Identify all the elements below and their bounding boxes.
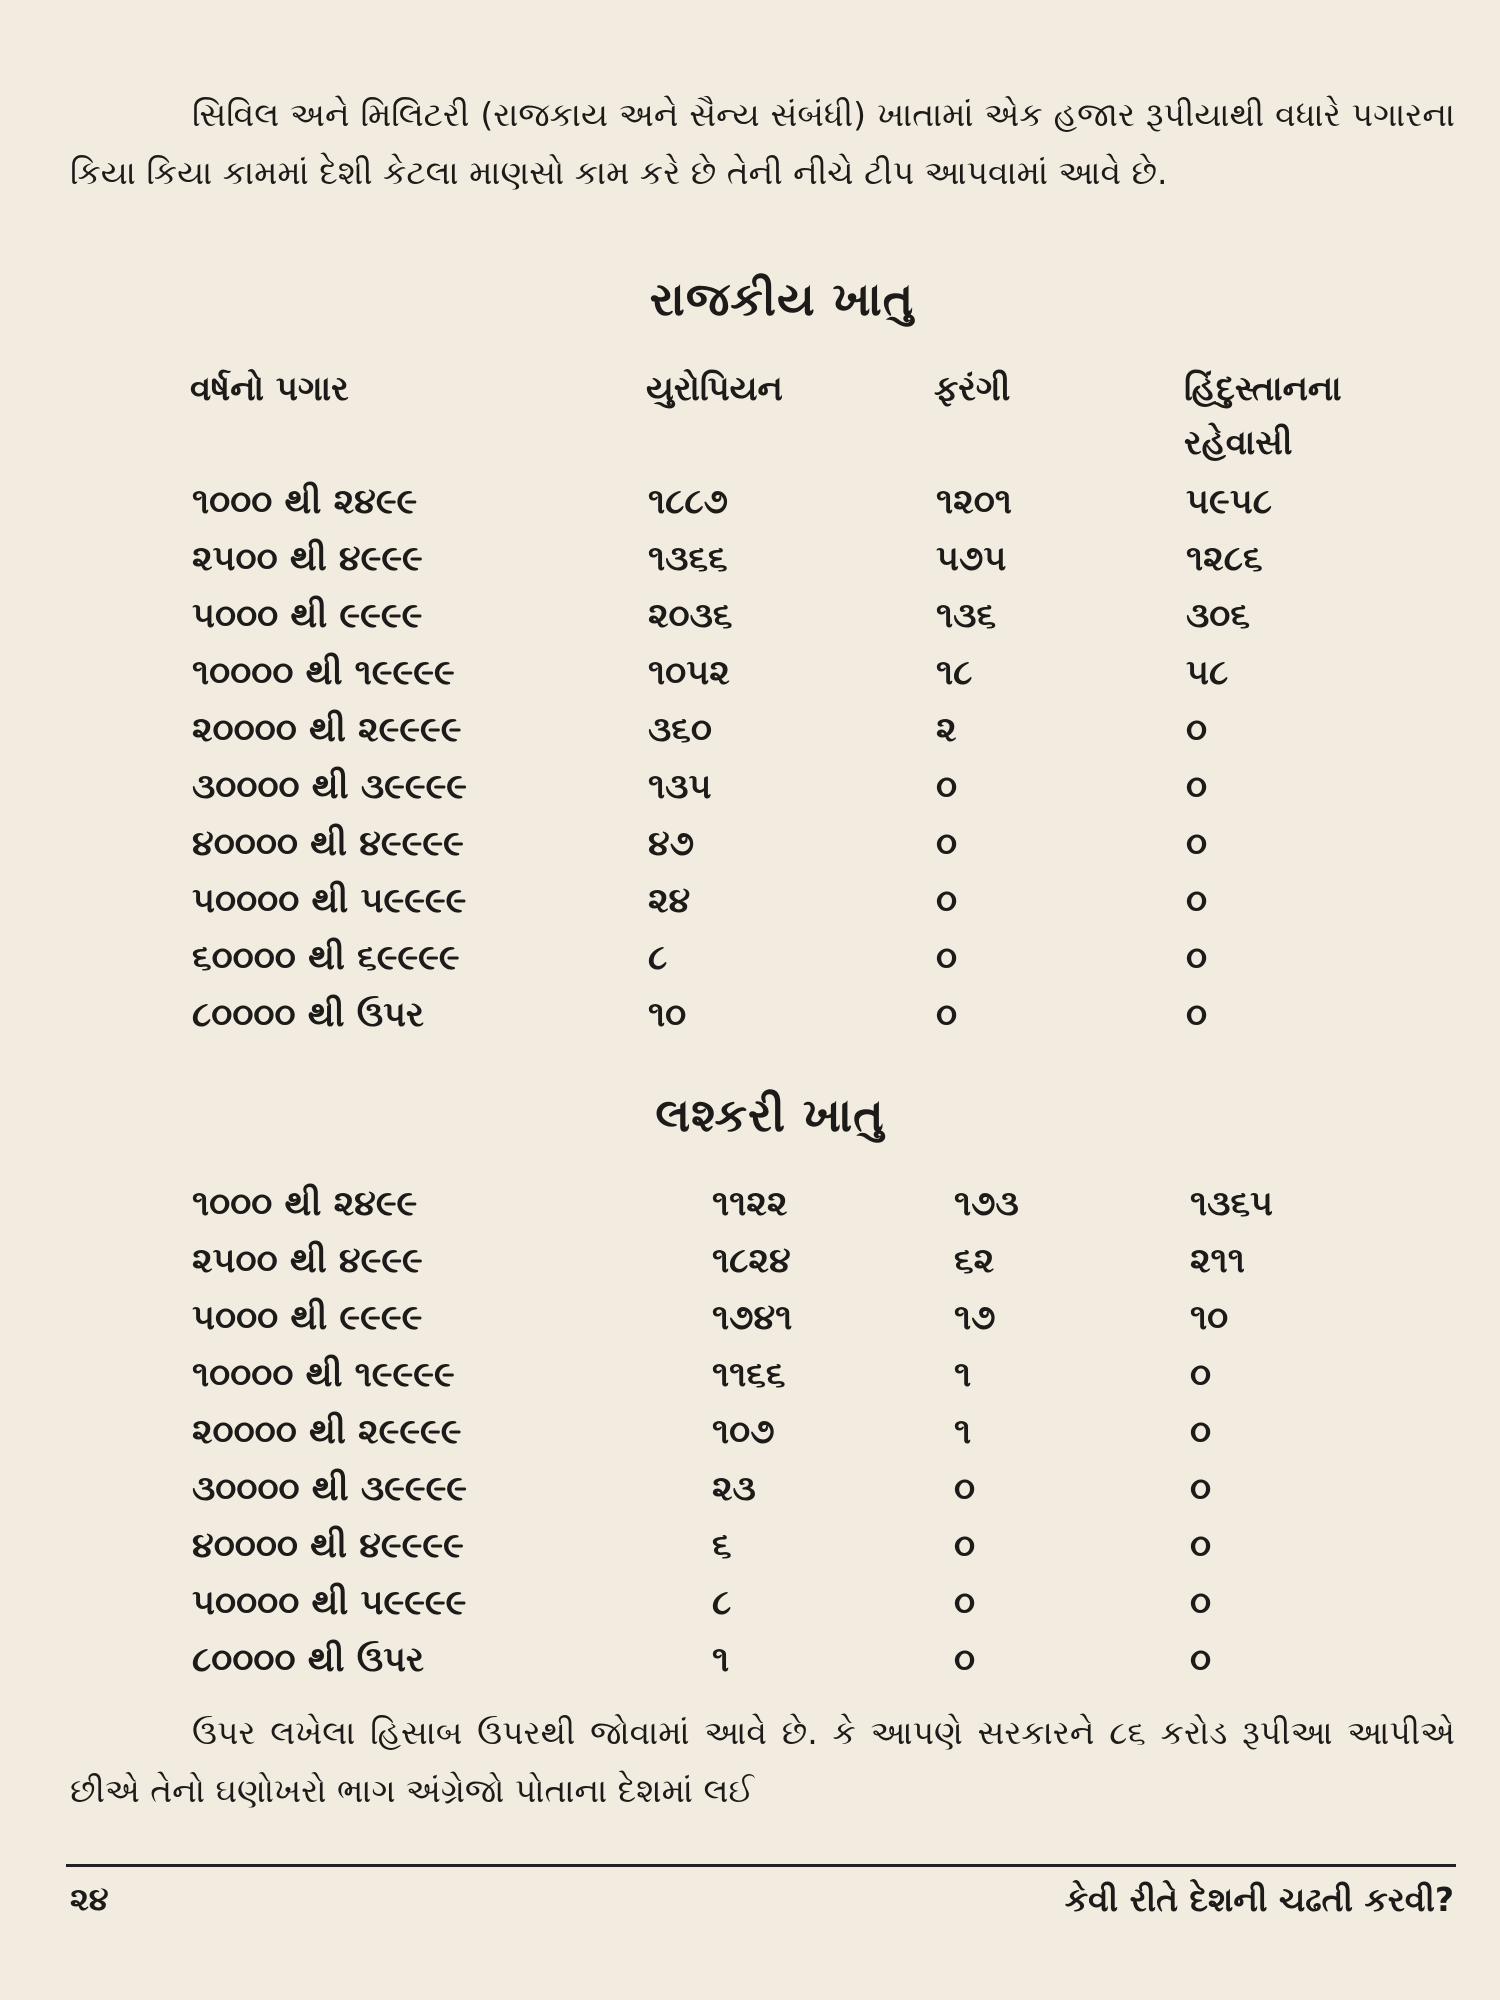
column-header-indian-resident: હિંદુસ્તાનના રહેવાસી [1184, 369, 1342, 463]
table-row [0, 1518, 1500, 1575]
anglo-indian-count-cell: ૦ [954, 1583, 976, 1623]
anglo-indian-count-cell: ૧ [954, 1412, 972, 1452]
anglo-indian-count-cell: ૧૭૩ [954, 1184, 1019, 1224]
column-header-anglo-indian: ફરંગી [934, 369, 1011, 409]
indian-resident-count-cell: ૦ [1186, 995, 1208, 1035]
anglo-indian-count-cell: ૧૨૦૧ [936, 482, 1012, 522]
indian-resident-count-cell: ૦ [1190, 1526, 1212, 1566]
indian-resident-count-cell: ૦ [1190, 1355, 1212, 1395]
footer-divider [66, 1864, 1456, 1867]
table-row [0, 1461, 1500, 1518]
anglo-indian-count-cell: ૧૮ [936, 653, 973, 693]
european-count-cell: ૩૬૦ [648, 710, 712, 750]
anglo-indian-count-cell: ૫૭૫ [936, 539, 1007, 579]
european-count-cell: ૧૧૨૨ [712, 1184, 788, 1224]
table-row [0, 930, 1500, 987]
indian-resident-count-cell: ૦ [1190, 1640, 1212, 1680]
table-row [0, 1347, 1500, 1404]
table-row [0, 1404, 1500, 1461]
european-count-cell: ૧૩૬૬ [648, 539, 728, 579]
civil-section-title: રાજકીય ખાતુ [649, 272, 915, 326]
table-row [0, 702, 1500, 759]
indian-resident-count-cell: ૦ [1190, 1412, 1212, 1452]
anglo-indian-count-cell: ૦ [936, 824, 958, 864]
european-count-cell: ૨૦૩૬ [648, 596, 733, 636]
indian-resident-count-cell: ૦ [1190, 1469, 1212, 1509]
indian-resident-count-cell: ૦ [1186, 767, 1208, 807]
salary-range-cell: ૨૦૦૦૦ થી ૨૯૯૯૯ [192, 1412, 462, 1452]
salary-range-cell: ૫૦૦૦ થી ૯૯૯૯ [192, 1298, 423, 1338]
european-count-cell: ૬ [712, 1526, 732, 1566]
european-count-cell: ૨૪ [648, 881, 691, 921]
indian-resident-count-cell: ૦ [1186, 824, 1208, 864]
salary-range-cell: ૮૦૦૦૦ થી ઉપર [192, 995, 425, 1035]
closing-paragraph: ઉપર લખેલા હિસાબ ઉપરથી જોવામાં આવે છે. કે આપણે સરકારને ૮૬ કરોડ રૂપીઆ આપીએ છીએ તેનો ઘણોખરો ભાગ અંગ્રેજો પોતાના દેશમાં લઈ [70, 1713, 1455, 1810]
salary-range-cell: ૬૦૦૦૦ થી ૬૯૯૯૯ [192, 938, 460, 978]
european-count-cell: ૧૭૪૧ [712, 1298, 793, 1338]
anglo-indian-count-cell: ૦ [936, 767, 958, 807]
european-count-cell: ૪૭ [648, 824, 695, 864]
salary-range-cell: ૧૦૦૦ થી ૨૪૯૯ [192, 482, 418, 522]
indian-resident-count-cell: ૦ [1186, 881, 1208, 921]
indian-resident-count-cell: ૦ [1186, 710, 1208, 750]
european-count-cell: ૧૩૫ [648, 767, 712, 807]
anglo-indian-count-cell: ૦ [954, 1640, 976, 1680]
anglo-indian-count-cell: ૧૩૬ [936, 596, 997, 636]
salary-range-cell: ૨૫૦૦ થી ૪૯૯૯ [192, 539, 423, 579]
european-count-cell: ૧૦૫૨ [648, 653, 730, 693]
indian-resident-count-cell: ૫૮ [1186, 653, 1229, 693]
table-row [0, 873, 1500, 930]
table-row [0, 1176, 1500, 1233]
european-count-cell: ૮ [648, 938, 668, 978]
indian-resident-count-cell: ૧૩૬૫ [1190, 1184, 1274, 1224]
anglo-indian-count-cell: ૦ [936, 881, 958, 921]
intro-paragraph: સિવિલ અને મિલિટરી (રાજકાય અને સૈન્ય સંબંધી) ખાતામાં એક હજાર રૂપીયાથી વધારે પગારના કિયા કિયા કામમાં દેશી કેટલા માણસો કામ કરે છે તેની નીચે ટીપ આપવામાં આવે છે. [70, 95, 1455, 192]
salary-range-cell: ૧૦૦૦૦ થી ૧૯૯૯૯ [192, 1355, 455, 1395]
salary-range-cell: ૧૦૦૦૦ થી ૧૯૯૯૯ [192, 653, 455, 693]
anglo-indian-count-cell: ૦ [954, 1469, 976, 1509]
european-count-cell: ૧૧૬૬ [712, 1355, 786, 1395]
european-count-cell: ૧ [712, 1640, 730, 1680]
table-row [0, 1233, 1500, 1290]
european-count-cell: ૧૮૨૪ [712, 1241, 791, 1281]
indian-resident-count-cell: ૫૯૫૮ [1186, 482, 1272, 522]
page-number: ૨૪ [70, 1880, 109, 1918]
table-row [0, 816, 1500, 873]
table-row [0, 588, 1500, 645]
table-row [0, 1575, 1500, 1632]
table-row [0, 474, 1500, 531]
salary-range-cell: ૪૦૦૦૦ થી ૪૯૯૯૯ [192, 1526, 464, 1566]
european-count-cell: ૧૦૭ [712, 1412, 775, 1452]
anglo-indian-count-cell: ૦ [954, 1526, 976, 1566]
salary-range-cell: ૮૦૦૦૦ થી ઉપર [192, 1640, 425, 1680]
anglo-indian-count-cell: ૧૭ [954, 1298, 996, 1338]
table-row [0, 645, 1500, 702]
table-row [0, 987, 1500, 1044]
salary-range-cell: ૩૦૦૦૦ થી ૩૯૯૯૯ [192, 767, 468, 807]
indian-resident-count-cell: ૦ [1190, 1583, 1212, 1623]
salary-range-cell: ૨૫૦૦ થી ૪૯૯૯ [192, 1241, 423, 1281]
military-section-title: લશ્કરી ખાતુ [655, 1088, 885, 1142]
salary-range-cell: ૫૦૦૦૦ થી ૫૯૯૯૯ [192, 881, 467, 921]
indian-resident-count-cell: ૧૨૮૬ [1186, 539, 1263, 579]
indian-resident-count-cell: ૨૧૧ [1190, 1241, 1245, 1281]
anglo-indian-count-cell: ૧ [954, 1355, 972, 1395]
salary-range-cell: ૨૦૦૦૦ થી ૨૯૯૯૯ [192, 710, 462, 750]
european-count-cell: ૮ [712, 1583, 732, 1623]
salary-range-cell: ૫૦૦૦૦ થી ૫૯૯૯૯ [192, 1583, 467, 1623]
running-title: કેવી રીતે દેશની ચઢતી કરવી? [1064, 1880, 1454, 1919]
indian-resident-count-cell: ૩૦૬ [1186, 596, 1250, 636]
indian-resident-count-cell: ૧૦ [1190, 1298, 1229, 1338]
anglo-indian-count-cell: ૨ [936, 710, 957, 750]
military-salary-table [0, 1176, 1500, 1689]
civil-salary-table [0, 474, 1500, 1044]
indian-resident-count-cell: ૦ [1186, 938, 1208, 978]
anglo-indian-count-cell: ૦ [936, 938, 958, 978]
column-header-european: યુરોપિયન [646, 369, 783, 409]
salary-range-cell: ૪૦૦૦૦ થી ૪૯૯૯૯ [192, 824, 464, 864]
table-row [0, 1290, 1500, 1347]
european-count-cell: ૧૮૮૭ [648, 482, 728, 522]
salary-range-cell: ૩૦૦૦૦ થી ૩૯૯૯૯ [192, 1469, 468, 1509]
column-header-annual-salary: વર્ષનો પગાર [190, 369, 349, 409]
anglo-indian-count-cell: ૬૨ [954, 1241, 995, 1281]
salary-range-cell: ૧૦૦૦ થી ૨૪૯૯ [192, 1184, 418, 1224]
european-count-cell: ૧૦ [648, 995, 687, 1035]
salary-range-cell: ૫૦૦૦ થી ૯૯૯૯ [192, 596, 423, 636]
table-row [0, 531, 1500, 588]
table-row [0, 1632, 1500, 1689]
european-count-cell: ૨૩ [712, 1469, 756, 1509]
anglo-indian-count-cell: ૦ [936, 995, 958, 1035]
table-row [0, 759, 1500, 816]
